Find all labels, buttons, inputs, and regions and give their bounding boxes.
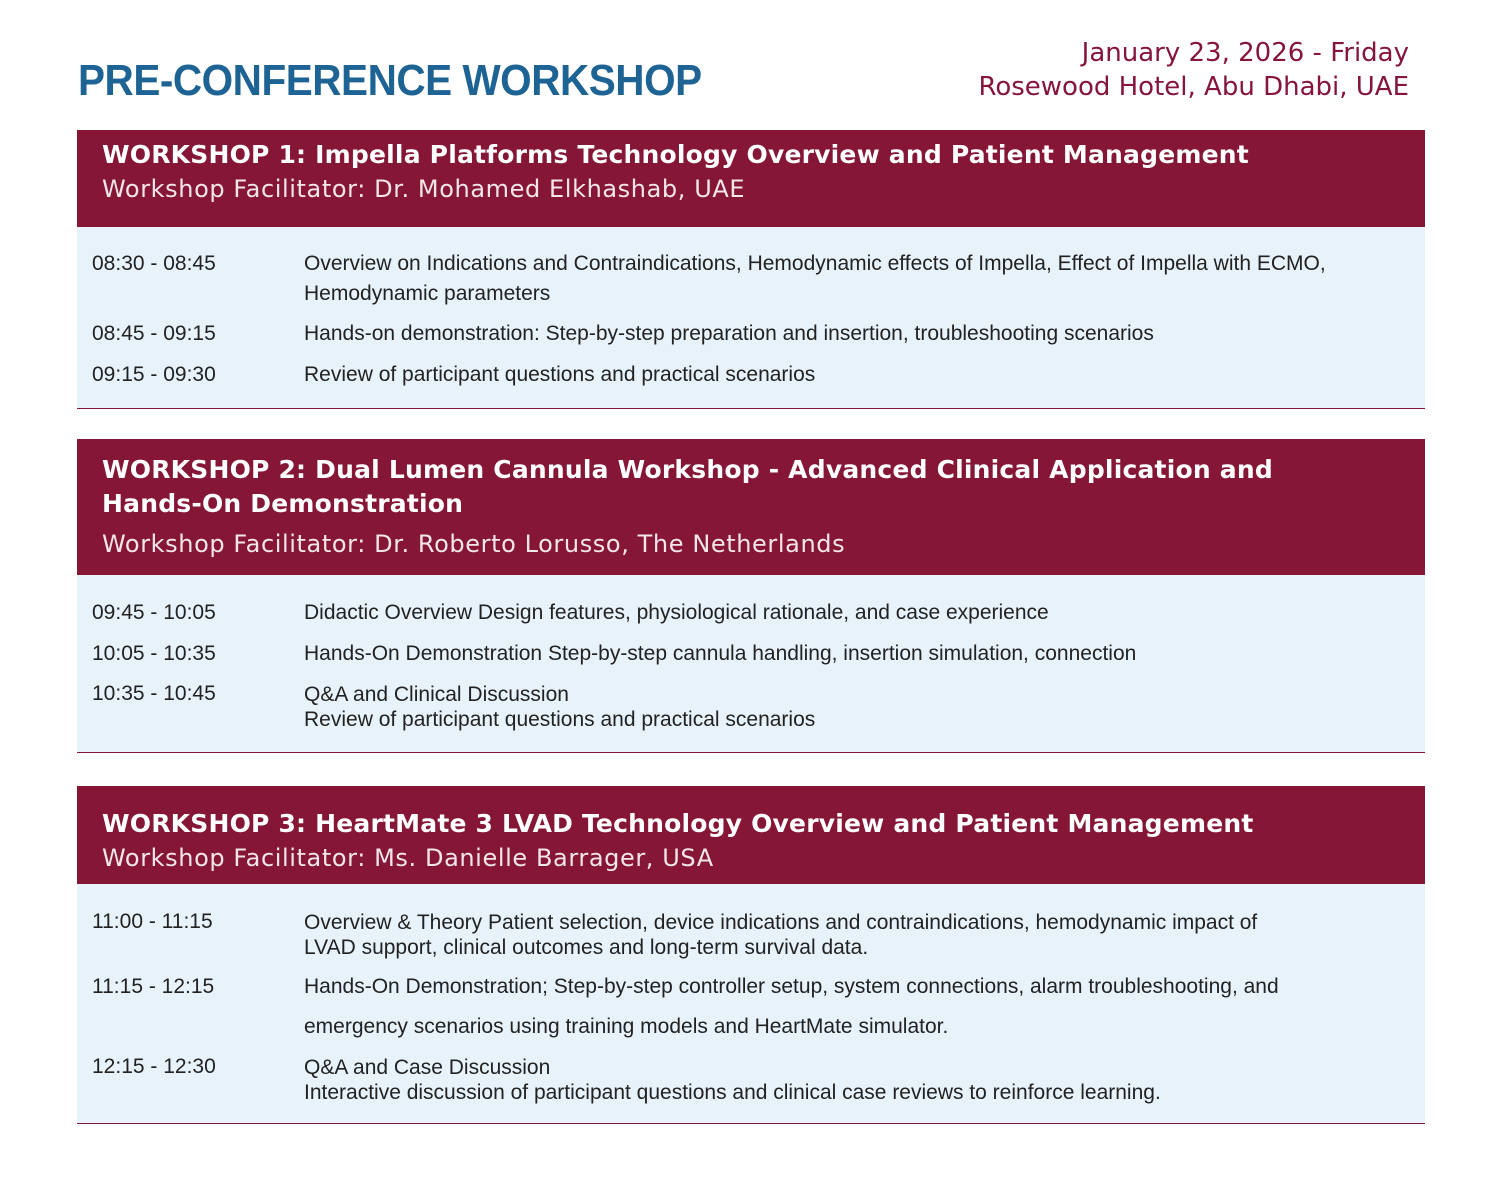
event-info xyxy=(978,36,1409,104)
session-line: Review of participant questions and practical scenarios xyxy=(304,363,816,386)
session-line: Review of participant questions and practical scenarios xyxy=(304,708,816,731)
session-time: 12:15 - 12:30 xyxy=(92,1055,216,1078)
session-description xyxy=(304,360,1404,390)
workshop-title-line: Hands-On Demonstration xyxy=(102,489,464,518)
workshop-title-line: WORKSHOP 2: Dual Lumen Cannula Workshop - Advanced Clinical Application and xyxy=(102,455,1273,484)
workshop-facilitator: Workshop Facilitator: Ms. Danielle Barrager, USA xyxy=(102,844,714,872)
session-time: 08:45 - 09:15 xyxy=(92,322,216,345)
session-description xyxy=(304,1052,1404,1105)
session-description xyxy=(304,907,1404,960)
session-time: 11:15 - 12:15 xyxy=(92,975,215,998)
session-description xyxy=(304,679,1404,732)
session-line: Overview & Theory Patient selection, device indications and contraindications, hemodynamic impact of xyxy=(304,911,1258,934)
session-description xyxy=(304,639,1404,669)
workshop-2 xyxy=(77,439,1425,753)
session-line: Didactic Overview Design features, physiological rationale, and case experience xyxy=(304,601,1049,624)
session-line: Q&A and Clinical Discussion xyxy=(304,683,569,706)
workshop-header xyxy=(77,786,1425,884)
session-time: 10:35 - 10:45 xyxy=(92,682,216,705)
session-line: Q&A and Case Discussion xyxy=(304,1056,551,1079)
session-description xyxy=(304,967,1404,1047)
session-line: Hands-On Demonstration Step-by-step cannula handling, insertion simulation, connection xyxy=(304,642,1137,665)
session-time: 11:00 - 11:15 xyxy=(92,910,213,933)
session-time: 10:05 - 10:35 xyxy=(92,642,216,665)
workshop-schedule xyxy=(77,575,1425,753)
page-title: PRE-CONFERENCE WORKSHOP xyxy=(78,56,702,105)
workshop-title: WORKSHOP 1: Impella Platforms Technology Overview and Patient Management xyxy=(102,140,1249,169)
workshop-schedule xyxy=(77,227,1425,409)
workshop-schedule xyxy=(77,884,1425,1124)
workshop-title: WORKSHOP 3: HeartMate 3 LVAD Technology Overview and Patient Management xyxy=(102,809,1254,838)
session-line: Hands-On Demonstration; Step-by-step controller setup, system connections, alarm troubleshooting, and xyxy=(304,975,1279,998)
workshop-header xyxy=(77,130,1425,227)
session-description xyxy=(304,598,1404,628)
session-line: Hands-on demonstration: Step-by-step preparation and insertion, troubleshooting scenarios xyxy=(304,322,1154,345)
session-time: 09:15 - 09:30 xyxy=(92,363,216,386)
workshop-title xyxy=(102,453,1400,521)
session-time: 09:45 - 10:05 xyxy=(92,601,216,624)
session-description xyxy=(304,249,1404,309)
session-line: emergency scenarios using training models and HeartMate simulator. xyxy=(304,1015,949,1038)
workshop-facilitator: Workshop Facilitator: Dr. Mohamed Elkhashab, UAE xyxy=(102,175,746,203)
session-line: Interactive discussion of participant questions and clinical case reviews to reinforce learning. xyxy=(304,1081,1161,1104)
workshop-3 xyxy=(77,786,1425,1124)
session-line: Hemodynamic parameters xyxy=(304,282,551,305)
workshop-facilitator: Workshop Facilitator: Dr. Roberto Lorusso, The Netherlands xyxy=(102,530,846,558)
workshop-1 xyxy=(77,130,1425,409)
event-date: January 23, 2026 - Friday xyxy=(1081,38,1409,68)
session-line: LVAD support, clinical outcomes and long-term survival data. xyxy=(304,936,869,959)
session-description xyxy=(304,319,1404,349)
session-line: Overview on Indications and Contraindications, Hemodynamic effects of Impella, Effect of Impella with ECMO, xyxy=(304,252,1326,275)
session-time: 08:30 - 08:45 xyxy=(92,252,216,275)
event-venue: Rosewood Hotel, Abu Dhabi, UAE xyxy=(978,72,1409,102)
workshop-header xyxy=(77,439,1425,575)
